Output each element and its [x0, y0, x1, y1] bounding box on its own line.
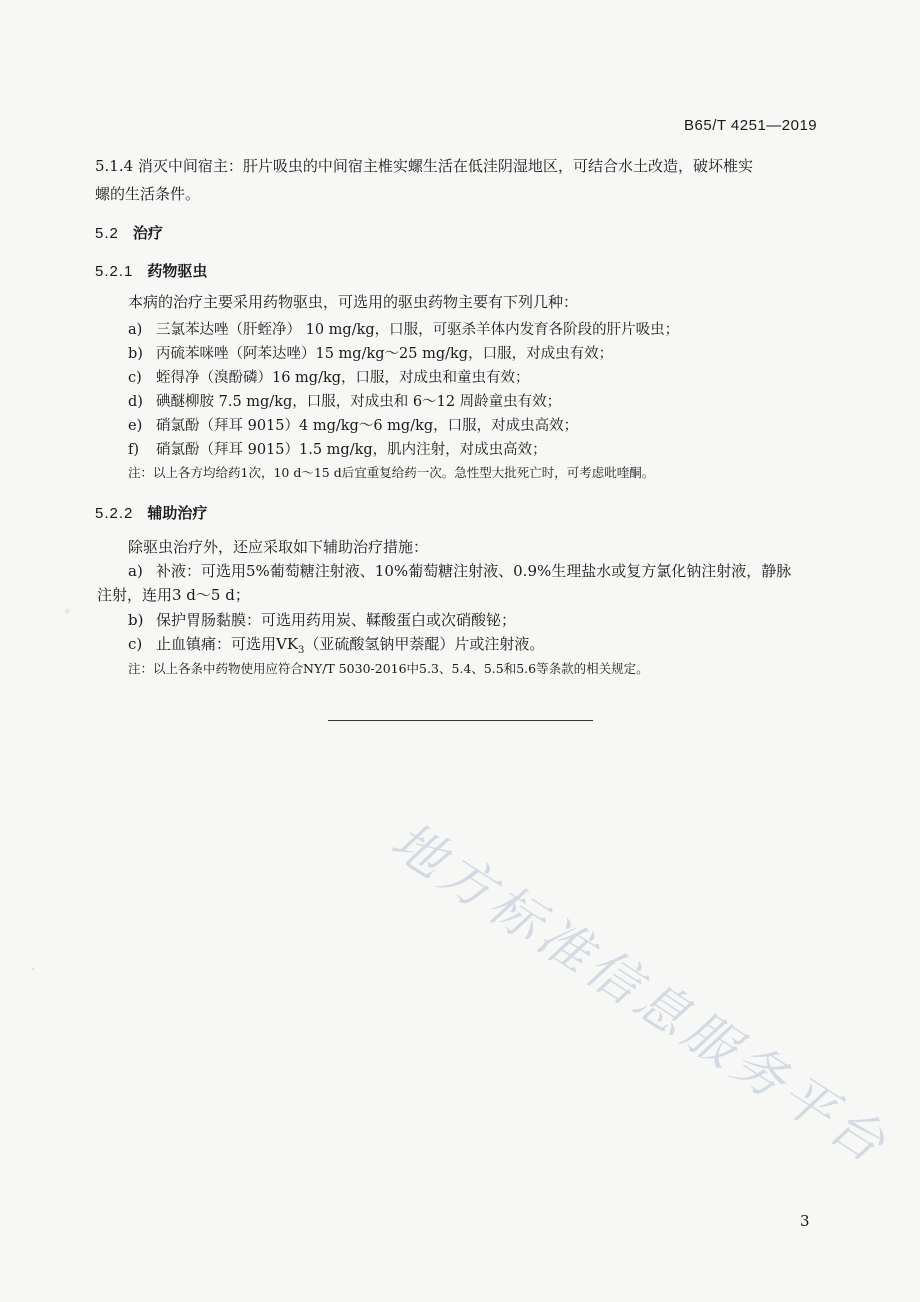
item-text-post: （亚硫酸氢钠甲萘醌）片或注射液。 [304, 635, 545, 653]
aux-item-a-line-1 [128, 560, 791, 582]
drug-item [128, 366, 530, 387]
item-text: 三氯苯达唑（肝蛭净） 10 mg/kg，口服，可驱杀羊体内发育各阶段的肝片吸虫； [156, 322, 680, 338]
section-5-2-heading [95, 222, 163, 243]
item-label: f) [128, 442, 140, 458]
item-label: c) [128, 635, 143, 653]
section-title: 治疗 [132, 224, 163, 242]
watermark: 地方标准信息服务平台 [380, 810, 900, 1178]
item-text: 碘醚柳胺 7.5 mg/kg，口服，对成虫和 6～12 周龄童虫有效； [156, 394, 562, 410]
clause-5-1-4-line-1: 5.1.4 消灭中间宿主：肝片吸虫的中间宿主椎实螺生活在低洼阴湿地区，可结合水土改造，破坏椎实 [95, 157, 753, 175]
page-number: 3 [800, 1212, 810, 1230]
item-label: a) [128, 322, 143, 338]
drug-item [128, 390, 561, 411]
section-5-2-2-intro: 除驱虫治疗外，还应采取如下辅助治疗措施： [128, 538, 429, 556]
drug-item [128, 438, 547, 459]
scan-speck: ⁘ [64, 607, 71, 616]
standard-code: B65/T 4251—2019 [684, 117, 818, 134]
scan-speck: · [32, 965, 35, 974]
aux-item-c [128, 633, 544, 662]
item-label: e) [128, 418, 143, 434]
end-rule [328, 720, 593, 721]
item-label: a) [128, 562, 143, 580]
section-5-2-1-intro: 本病的治疗主要采用药物驱虫，可选用的驱虫药物主要有下列几种： [128, 293, 579, 311]
item-text: 硝氯酚（拜耳 9015）4 mg/kg～6 mg/kg，口服，对成虫高效； [156, 418, 579, 434]
item-subscript: 3 [298, 645, 305, 656]
section-5-2-2-heading [95, 502, 207, 523]
item-label: c) [128, 370, 142, 386]
section-title: 辅助治疗 [147, 504, 208, 522]
item-text: 蛭得净（溴酚磷）16 mg/kg，口服，对成虫和童虫有效； [156, 370, 530, 386]
item-text: 丙硫苯咪唑（阿苯达唑）15 mg/kg～25 mg/kg，口服，对成虫有效； [156, 346, 614, 362]
drug-item [128, 318, 679, 339]
aux-item-a-line-2: 注射，连用3 d～5 d； [97, 586, 250, 604]
drug-item [128, 342, 613, 363]
item-text-pre: 止血镇痛：可选用VK [156, 635, 299, 653]
item-label: b) [128, 346, 143, 362]
aux-item-b [128, 609, 516, 631]
section-number: 5.2.2 [95, 505, 134, 522]
section-5-2-2-note: 注：以上各条中药物使用应符合NY/T 5030-2016中5.3、5.4、5.5和5.6等条款的相关规定。 [128, 661, 649, 676]
section-5-2-1-note: 注：以上各方均给药1次，10 d～15 d后宜重复给药一次。急性型大批死亡时，可考虑吡喹酮。 [128, 465, 655, 480]
section-number: 5.2 [95, 225, 119, 242]
section-title: 药物驱虫 [147, 262, 208, 280]
item-text: 补液：可选用5%葡萄糖注射液、10%葡萄糖注射液、0.9%生理盐水或复方氯化钠注射液，静脉 [156, 562, 792, 580]
item-label: d) [128, 394, 143, 410]
clause-5-1-4-line-2: 螺的生活条件。 [95, 185, 201, 203]
item-text: 保护胃肠黏膜：可选用药用炭、鞣酸蛋白或次硝酸铋； [156, 611, 517, 629]
section-5-2-1-heading [95, 260, 207, 281]
section-number: 5.2.1 [95, 263, 134, 280]
item-text: 硝氯酚（拜耳 9015）1.5 mg/kg，肌内注射，对成虫高效； [156, 442, 547, 458]
drug-item [128, 414, 578, 435]
item-label: b) [128, 611, 144, 629]
